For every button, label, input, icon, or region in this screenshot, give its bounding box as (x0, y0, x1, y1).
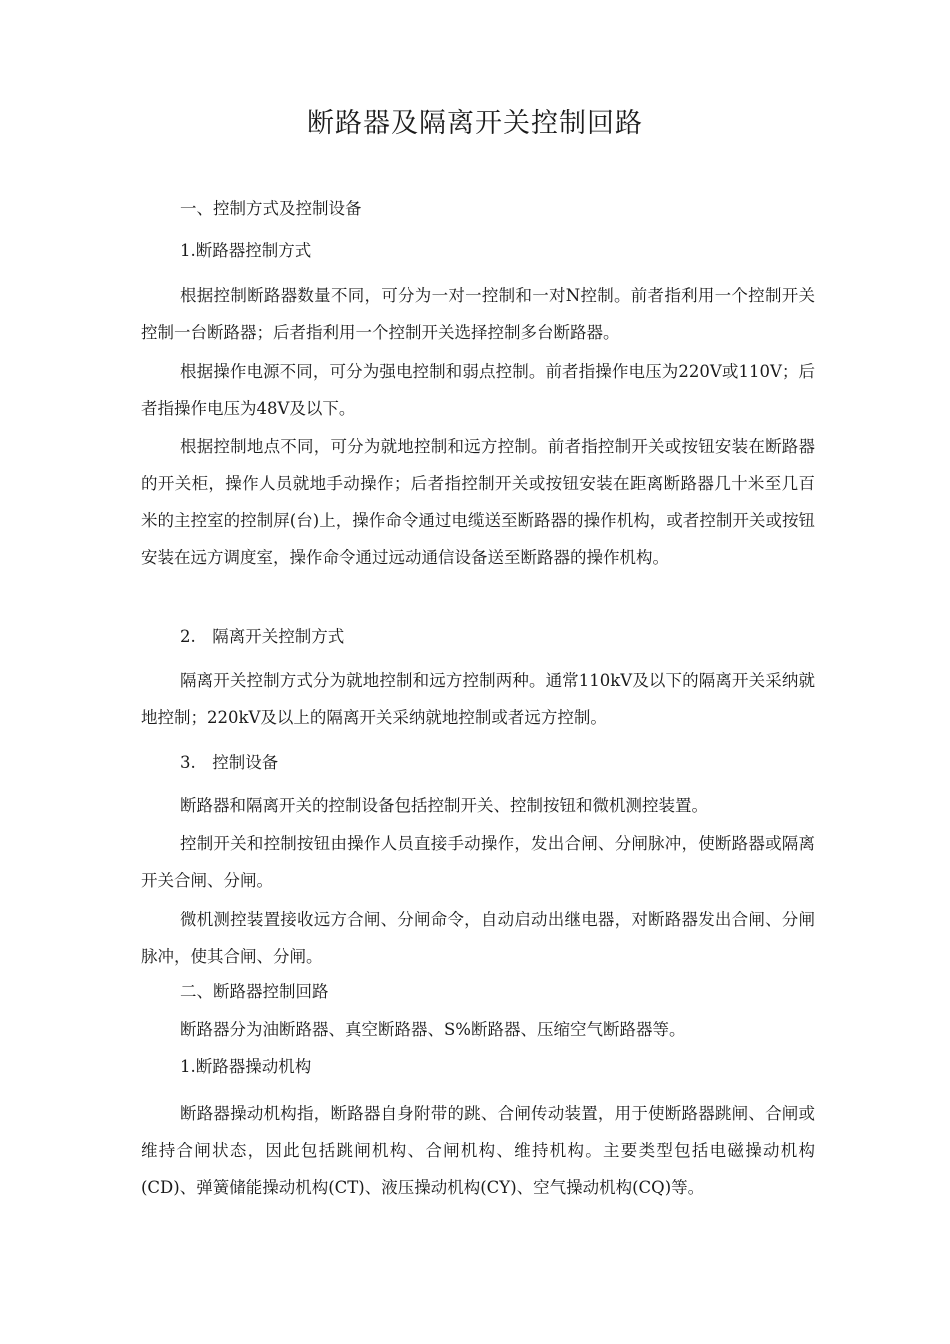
paragraph: 断路器和隔离开关的控制设备包括控制开关、控制按钮和微机测控装置。 (180, 796, 708, 815)
paragraph: 控制开关和控制按钮由操作人员直接手动操作，发出合闸、分闸脉冲，使断路器或隔离开关合闸、分闸。 (141, 834, 815, 890)
paragraph: 微机测控装置接收远方合闸、分闸命令，自动启动出继电器，对断路器发出合闸、分闸脉冲，使其合闸、分闸。 (141, 910, 815, 966)
section-heading: 一、控制方式及控制设备 (180, 199, 362, 218)
paragraph: 断路器操动机构指，断路器自身附带的跳、合闸传动装置，用于使断路器跳闸、合闸或维持合闸状态，因此包括跳闸机构、合闸机构、维持机构。主要类型包括电磁操动机构(CD)、弹簧储能操动机构(CT)、液压操动机构(CY)、空气操动机构(CQ)等。 (141, 1104, 815, 1197)
subsection-heading: 1.断路器操动机构 (180, 1057, 312, 1076)
paragraph: 根据控制地点不同，可分为就地控制和远方控制。前者指控制开关或按钮安装在断路器的开关柜，操作人员就地手动操作；后者指控制开关或按钮安装在距离断路器几十米至几百米的主控室的控制屏(台)上，操作命令通过电缆送至断路器的操作机构，或者控制开关或按钮安装在远方调度室，操作命令通过远动通信设备送至断路器的操作机构。 (141, 437, 815, 567)
paragraph: 根据控制断路器数量不同，可分为一对一控制和一对N控制。前者指利用一个控制开关控制一台断路器；后者指利用一个控制开关选择控制多台断路器。 (141, 286, 815, 342)
paragraph: 隔离开关控制方式分为就地控制和远方控制两种。通常110kV及以下的隔离开关采纳就地控制；220kV及以上的隔离开关采纳就地控制或者远方控制。 (141, 671, 815, 727)
subsection-heading: 3. 控制设备 (180, 753, 279, 772)
document-title: 断路器及隔离开关控制回路 (307, 108, 643, 139)
paragraph: 断路器分为油断路器、真空断路器、S%断路器、压缩空气断路器等。 (180, 1020, 686, 1039)
subsection-heading: 1.断路器控制方式 (180, 241, 312, 260)
subsection-heading: 2. 隔离开关控制方式 (180, 627, 345, 646)
section-heading: 二、断路器控制回路 (180, 982, 329, 1001)
paragraph: 根据操作电源不同，可分为强电控制和弱点控制。前者指操作电压为220V或110V；后者指操作电压为48V及以下。 (141, 362, 815, 418)
